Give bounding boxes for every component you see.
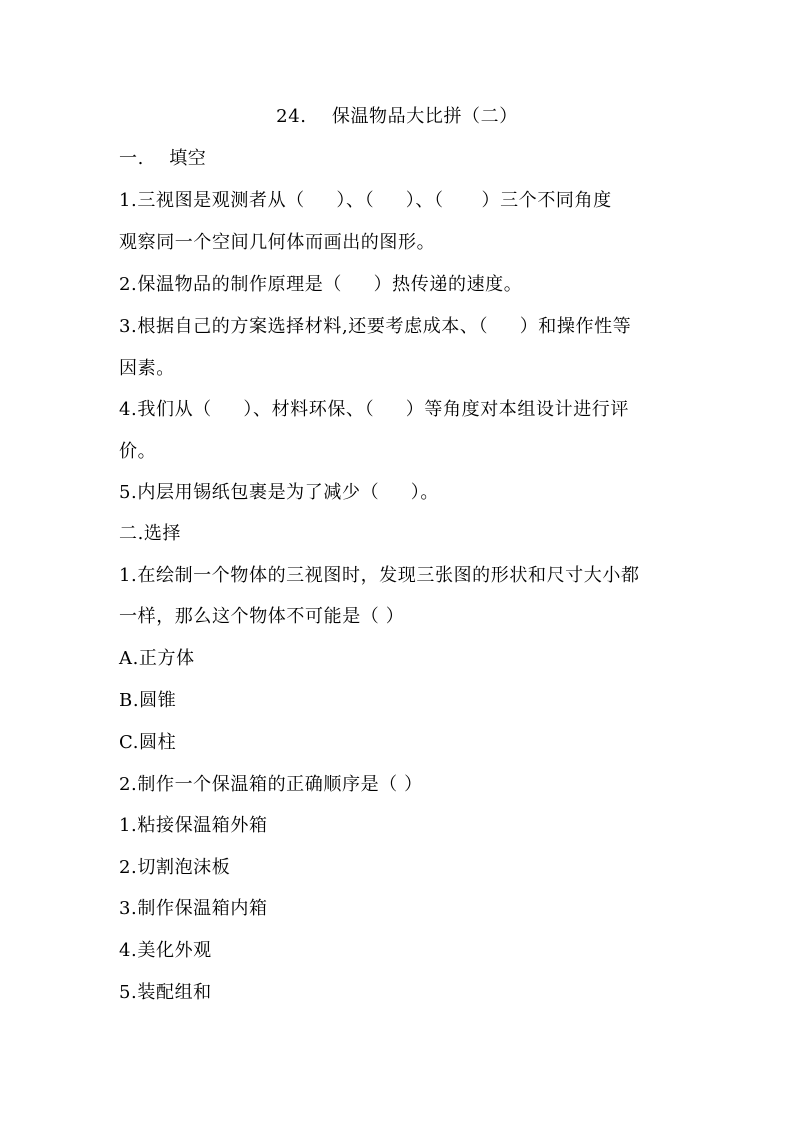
step-item-2: 2.切割泡沫板 (119, 857, 231, 878)
fill-blank-line-1: 1.三视图是观测者从（ ）、（ ）、（ ）三个不同角度 (119, 190, 612, 211)
step-item-5: 5.装配组和 (119, 982, 212, 1003)
fill-blank-line-6: 4.我们从（ ）、材料环保、（ ）等角度对本组设计进行评 (119, 399, 629, 420)
step-item-4: 4.美化外观 (119, 940, 212, 961)
fill-blank-line-5: 因素。 (119, 358, 175, 379)
step-item-3: 3.制作保温箱内箱 (119, 898, 268, 919)
section-heading-fill-blank: 一. 填空 (119, 148, 207, 169)
step-item-1: 1.粘接保温箱外箱 (119, 815, 268, 836)
choice-option-c: C.圆柱 (119, 732, 177, 753)
fill-blank-line-3: 2.保温物品的制作原理是（ ）热传递的速度。 (119, 274, 523, 295)
choice-line-1: 1.在绘制一个物体的三视图时，发现三张图的形状和尺寸大小都 (119, 565, 640, 586)
choice-line-2: 一样，那么这个物体不可能是（ ） (119, 606, 405, 627)
fill-blank-line-7: 价。 (119, 441, 157, 462)
section-heading-choice: 二.选择 (119, 523, 182, 544)
fill-blank-line-8: 5.内层用锡纸包裹是为了减少（ ）。 (119, 482, 439, 503)
choice-option-b: B.圆锥 (119, 690, 177, 711)
fill-blank-line-2: 观察同一个空间几何体而画出的图形。 (119, 232, 436, 253)
fill-blank-line-4: 3.根据自己的方案选择材料,还要考虑成本、（ ）和操作性等 (119, 316, 632, 337)
document-title: 24. 保温物品大比拼（二） (276, 106, 518, 127)
choice-option-a: A.正方体 (119, 648, 195, 669)
choice-line-question-2: 2.制作一个保温箱的正确顺序是（ ） (119, 774, 423, 795)
